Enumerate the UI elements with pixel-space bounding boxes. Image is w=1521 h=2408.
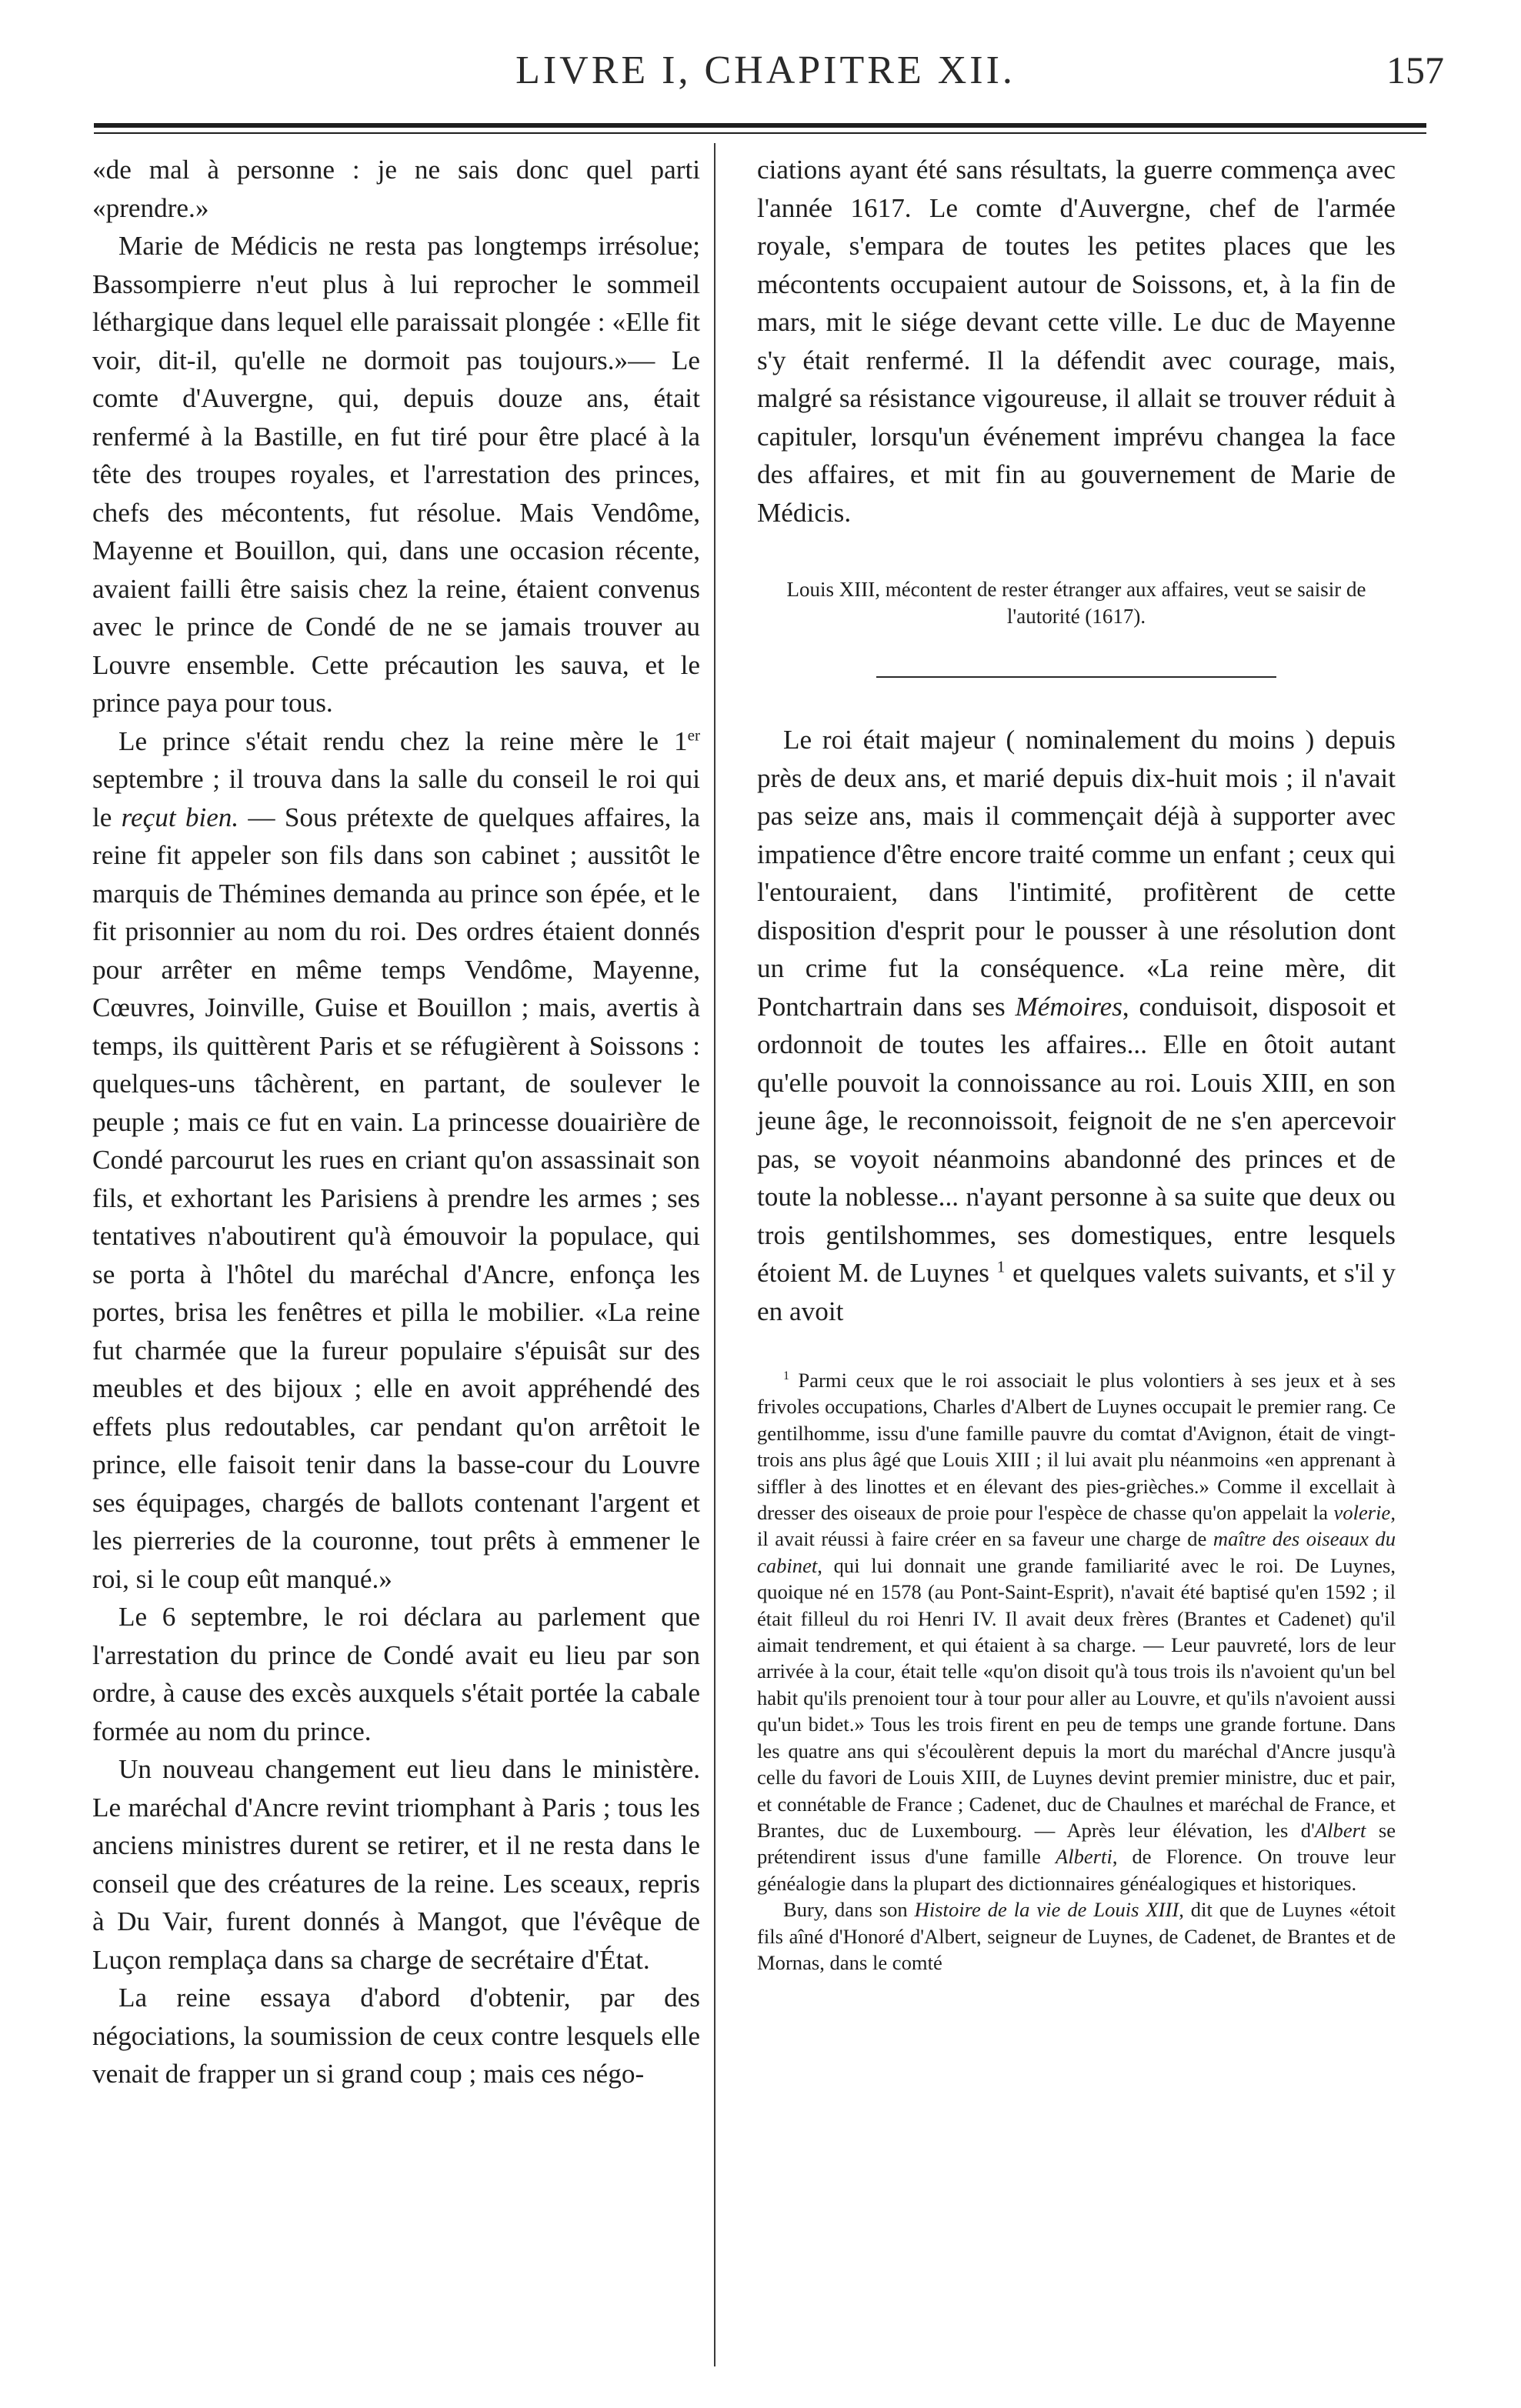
footnote-ref: 1 bbox=[996, 1257, 1006, 1276]
paragraph: Marie de Médicis ne resta pas longtemps irrésolue; Bassompierre n'eut plus à lui reprocher le sommeil léthargique dans lequel elle paraissait plongée : «Elle fit voir, dit-il, qu'elle ne dormoit pas toujours.»— Le comte d'Auvergne, qui, depuis douze ans, était renfermé à la Bastille, en fut tiré pour être placé à la tête des troupes royales, et l'arrestation des princes, chefs des mécontents, fut résolue. Mais Vendôme, Mayenne et Bouillon, qui, dans une occasion récente, avaient failli être saisis chez la reine, étaient convenus avec le prince de Condé de ne se jamais trouver au Louvre ensemble. Cette précaution les sauva, et le prince paya pour tous. bbox=[92, 231, 700, 718]
text-run: Le roi était majeur ( nominalement du moins ) depuis près de deux ans, et marié depuis dix-huit mois ; il n'avait pas seize ans, mais il commençait déjà à supporter avec impatience d'être encore traité comme un enfant ; ceux qui l'entouraient, dans l'intimité, profitèrent de cette disposition d'esprit pour le pousser à une résolution dont un crime fut la conséquence. «La reine mère, dit Pontchartrain dans ses bbox=[757, 725, 1396, 1022]
italic-text: maître des oiseaux du cabinet bbox=[757, 1527, 1396, 1577]
column-divider bbox=[714, 143, 715, 2366]
text-run: dit que de Luynes «étoit fils aîné d'Honoré d'Albert, seigneur de Luynes, de Cadenet, de Brantes et de Mornas, dans le comté bbox=[757, 1898, 1396, 1974]
footnotes bbox=[757, 1367, 1396, 1976]
left-column bbox=[92, 151, 700, 2093]
footnote bbox=[757, 1367, 1396, 1896]
text-run: , conduisoit, disposoit et ordonnoit de toutes les affaires... Elle en ôtoit autant qu'elle pouvoit la connoissance au roi. Louis XIII, en son jeune âge, le reconnoissoit, feignoit de ne s'en apercevoir pas, se voyoit néanmoins abandonné des princes et de toute la noblesse... n'ayant personne à sa suite que deux ou trois gentilshommes, ses domestiques, entre lesquels étoient M. de Luynes bbox=[757, 991, 1396, 1288]
text-run: se prétendirent issus d'une famille bbox=[757, 1818, 1396, 1869]
text-run: Parmi ceux que le roi associait le plus volontiers à ses jeux et à ses frivoles occupations, Charles d'Albert de Luynes occupait le premier rang. Ce gentilhomme, issu d'une famille pauvre du comtat d'Avignon, était de vingt-trois ans plus âgé que Louis XIII ; il lui avait plu néanmoins «en apprenant à siffler à des linottes et en élevant des pies-grièches.» Comme il excellait à dresser des oiseaux de proie pour l'espèce de chasse qu'on appelait la bbox=[757, 1369, 1396, 1525]
text-run: , de Florence. On trouve leur généalogie dans la plupart des dictionnaires généalogiques et historiques. bbox=[757, 1845, 1396, 1895]
italic-text: Albert bbox=[1314, 1818, 1366, 1842]
footnote-marker: 1 bbox=[783, 1369, 789, 1383]
paragraph: La reine essaya d'abord d'obtenir, par des négociations, la soumission de ceux contre lesquels elle venait de frapper un si grand coup ; mais ces négo- bbox=[92, 1983, 700, 2089]
summary-rule bbox=[876, 676, 1276, 678]
header-rule-thick bbox=[94, 123, 1426, 128]
paragraph: Un nouveau changement eut lieu dans le ministère. Le maréchal d'Ancre revint triomphant à Paris ; tous les anciens ministres durent se retirer, et il ne resta dans le conseil que des créatures de la reine. Les sceaux, repris à Du Vair, furent donnés à Mangot, que l'évêque de Luçon remplaça dans sa charge de secrétaire d'État. bbox=[92, 1754, 700, 1975]
italic-text: Histoire de la vie de Louis XIII, bbox=[914, 1898, 1184, 1922]
page-number: 157 bbox=[1386, 48, 1444, 92]
italic-text: volerie, bbox=[1333, 1501, 1396, 1525]
text-run: — Sous prétexte de quelques affaires, la reine fit appeler son fils dans son cabinet ; aussitôt le marquis de Thémines demanda au prince son épée, et le fit prisonnier au nom du roi. Des ordres étaient donnés pour arrêter en même temps Vendôme, Mayenne, Cœuvres, Joinville, Guise et Bouillon ; mais, avertis à temps, ils quittèrent Paris et se réfugièrent à Soissons : quelques-uns tâchèrent, en partant, de soulever le peuple ; mais ce fut en vain. La princesse douairière de Condé parcourut les rues en criant qu'on assassinait son fils, et exhortant les Parisiens à prendre les armes ; ses tentatives n'aboutirent qu'à émouvoir la populace, qui se porta à l'hôtel du maréchal d'Ancre, enfonça les portes, brisa les fenêtres et pilla le mobilier. «La reine fut charmée que la fureur populaire s'épuisât sur des meubles et des bijoux ; elle en avoit appréhendé des effets plus redoutables, car pendant qu'on arrêtoit le prince, elle faisoit tenir dans la basse-cour du Louvre ses équipages, chargés de ballots contenant l'argent et les pierreries de la couronne, tout prêts à emmener le roi, si le coup eût manqué.» bbox=[92, 802, 700, 1594]
italic-text: reçut bien. bbox=[121, 802, 239, 832]
header-rule-thin bbox=[94, 132, 1426, 134]
footnote bbox=[757, 1896, 1396, 1976]
paragraph: Le 6 septembre, le roi déclara au parlement que l'arrestation du prince de Condé avait eu lieu par son ordre, à cause des excès auxquels s'était portée la cabale formée au nom du prince. bbox=[92, 1602, 700, 1746]
right-column bbox=[757, 151, 1396, 1976]
superscript: er bbox=[687, 725, 700, 744]
right-body-2 bbox=[757, 721, 1396, 1330]
text-run: Bury, dans son bbox=[783, 1898, 915, 1922]
italic-text: Mémoires bbox=[1015, 991, 1122, 1022]
paragraph bbox=[92, 722, 700, 1599]
running-head: LIVRE I, CHAPITRE XII. bbox=[515, 48, 1016, 92]
text-run: septembre ; il trouva dans la salle du conseil le roi qui le bbox=[92, 764, 700, 832]
paragraph bbox=[757, 721, 1396, 1330]
text-run: il avait réussi à faire créer en sa faveur une charge de bbox=[757, 1527, 1213, 1551]
right-body bbox=[757, 151, 1396, 532]
paragraph-continuation: ciations ayant été sans résultats, la guerre commença avec l'année 1617. Le comte d'Auvergne, chef de l'armée royale, s'empara de toutes les petites places que les mécontents occupaient autour de Soissons, et, à la fin de mars, mit le siége devant cette ville. Le duc de Mayenne s'y était renfermé. Il la défendit avec courage, mais, malgré sa résistance vigoureuse, il allait se trouver réduit à capituler, lorsqu'un événement imprévu changea la face des affaires, et mit fin au gouvernement de Marie de Médicis. bbox=[757, 155, 1396, 528]
text-run: et quelques valets suivants, et s'il y en avoit bbox=[757, 1258, 1396, 1326]
text-run: , qui lui donnait une grande familiarité avec le roi. De Luynes, quoique né en 1578 (au Pont-Saint-Esprit), n'avait été baptisé qu'en 1592 ; il était filleul du roi Henri IV. Il avait deux frères (Brantes et Cadenet) qu'il aimait tendrement, et qui étaient à sa charge. — Leur pauvreté, lors de leur arrivée à la cour, était telle «qu'on disoit qu'à tous trois ils n'avoient qu'un bel habit qu'ils prenoient tour à tour pour aller au Louvre, et qu'ils n'avoient aussi qu'un bidet.» Tous les trois firent en peu de temps une grande fortune. Dans les quatre ans qui s'écoulèrent depuis la mort du maréchal d'Ancre jusqu'à celle du favori de Louis XIII, de Luynes devint premier ministre, duc et pair, et connétable de France ; Cadenet, duc de Chaulnes et maréchal de France, et Brantes, duc de Luxembourg. — Après leur élévation, les d' bbox=[757, 1553, 1396, 1842]
marginal-summary: Louis XIII, mécontent de rester étranger aux affaires, veut se saisir de l'autorité (1617). bbox=[786, 578, 1366, 628]
paragraph: «de mal à personne : je ne sais donc quel parti «prendre.» bbox=[92, 155, 700, 223]
text-run: Le prince s'était rendu chez la reine mère le 1 bbox=[118, 725, 688, 756]
italic-text: Alberti bbox=[1055, 1845, 1112, 1869]
